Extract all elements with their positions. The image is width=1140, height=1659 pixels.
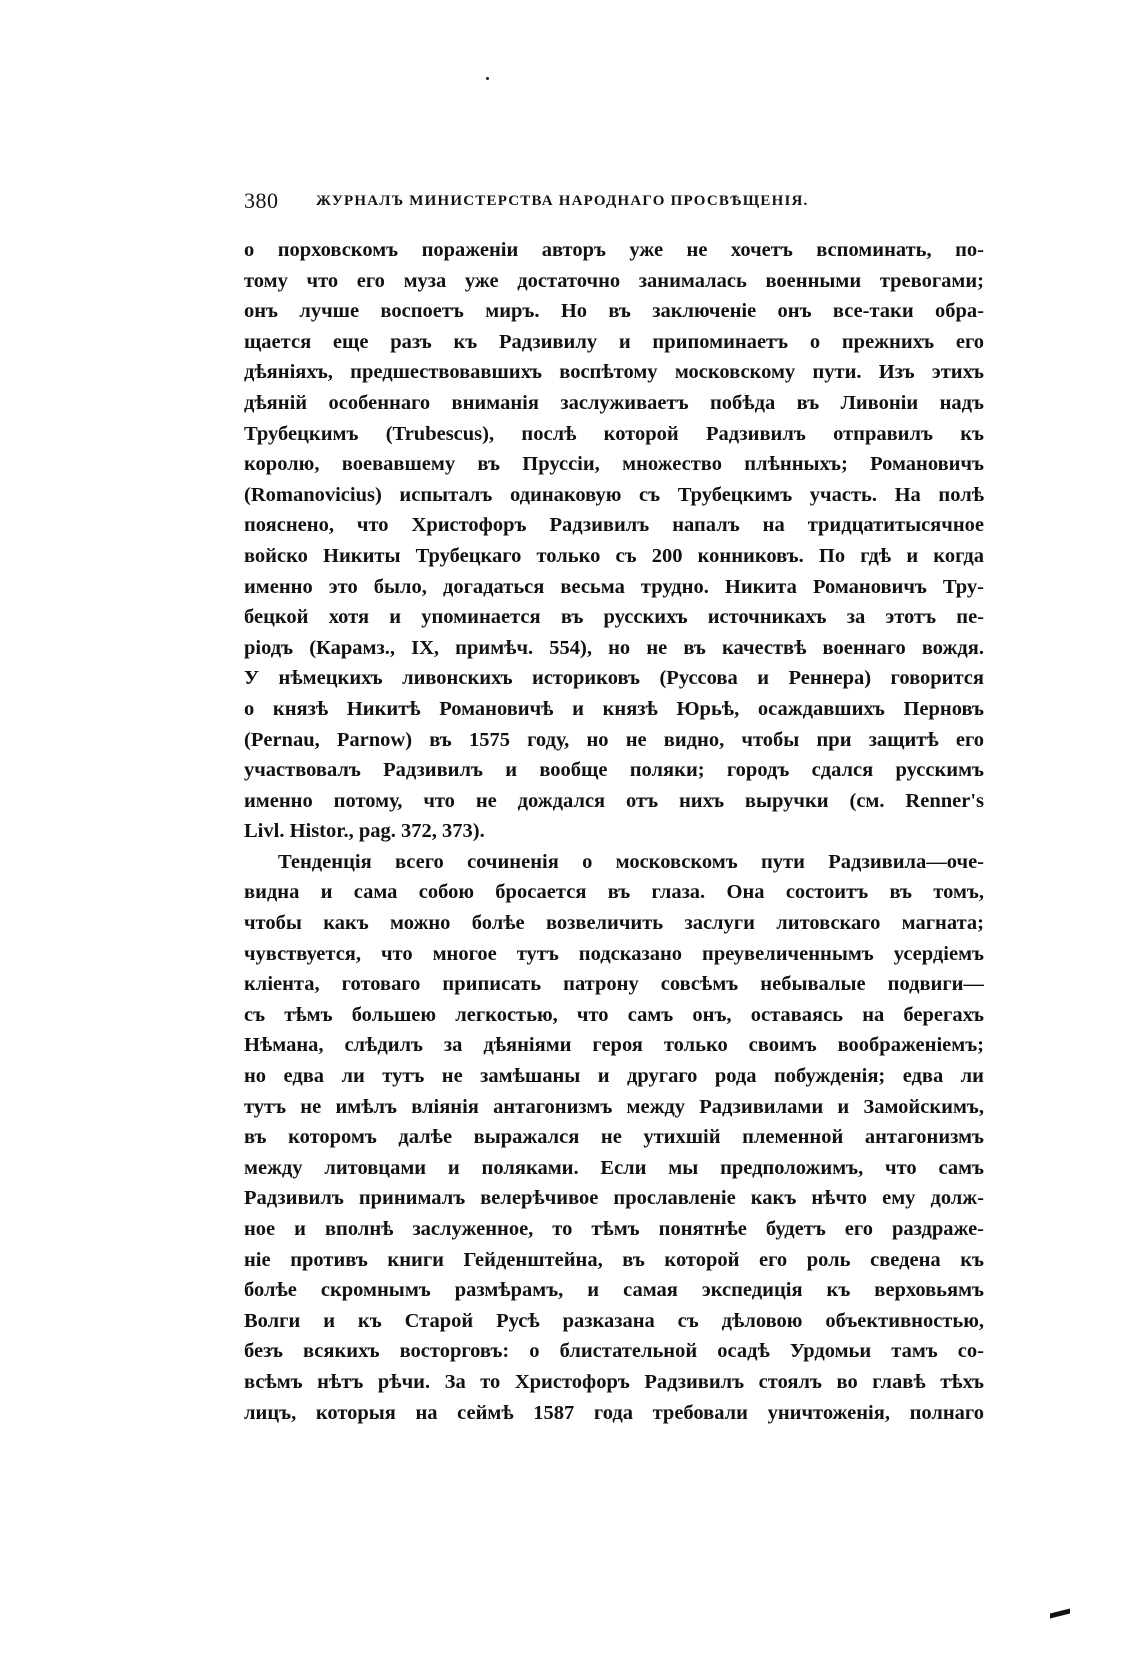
text-line: Радзивилъ принималъ велерѣчивое прославленіе какъ нѣчто ему долж- bbox=[244, 1187, 984, 1210]
text-line: пояснено, что Христофоръ Радзивилъ напалъ на тридцатитысячное bbox=[244, 514, 984, 537]
text-line: бецкой хотя и упоминается въ русскихъ источникахъ за этотъ пе- bbox=[244, 606, 984, 629]
text-line: Волги и къ Старой Русѣ разказана съ дѣловою объективностью, bbox=[244, 1309, 984, 1332]
text-line: дѣяніяхъ, предшествовавшихъ воспѣтому московскому пути. Изъ этихъ bbox=[244, 361, 984, 384]
text-line: онъ лучше воспоетъ миръ. Но въ заключеніе онъ все-таки обра- bbox=[244, 300, 984, 323]
text-line: всѣмъ нѣтъ рѣчи. За то Христофоръ Радзивилъ стоялъ во главѣ тѣхъ bbox=[244, 1370, 984, 1393]
text-line: о порховскомъ пораженіи авторъ уже не хочетъ вспоминать, по- bbox=[244, 239, 984, 261]
text-line: войско Никиты Трубецкаго только съ 200 конниковъ. По гдѣ и когда bbox=[244, 544, 984, 567]
text-line: Трубецкимъ (Trubescus), послѣ которой Радзивилъ отправилъ къ bbox=[244, 422, 984, 445]
text-line: съ тѣмъ большею легкостью, что самъ онъ, оставаясь на берегахъ bbox=[244, 1003, 984, 1026]
text-line: кліента, готоваго приписать патрону совсѣмъ небывалые подвиги— bbox=[244, 973, 984, 996]
text-line: болѣе скромнымъ размѣрамъ, и самая экспедиція къ верховьямъ bbox=[244, 1279, 984, 1302]
text-line: лицъ, которыя на сеймѣ 1587 года требовали уничтоженія, полнаго bbox=[244, 1401, 984, 1424]
text-line: именно потому, что не дождался отъ нихъ выручки (см. Renner's bbox=[244, 789, 984, 812]
text-line: о князѣ Никитѣ Романовичѣ и князѣ Юрьѣ, осаждавшихъ Перновъ bbox=[244, 697, 984, 720]
text-line: ніе противъ книги Гейденштейна, въ которой его роль сведена къ bbox=[244, 1248, 984, 1271]
text-line: именно это было, догадаться весьма трудно. Никита Романовичъ Тру- bbox=[244, 575, 984, 598]
text-line: Нѣмана, слѣдилъ за дѣяніями героя только своимъ воображеніемъ; bbox=[244, 1034, 984, 1057]
text-line: королю, воевавшему въ Пруссіи, множество плѣнныхъ; Романовичъ bbox=[244, 453, 984, 476]
page-corner-mark bbox=[1050, 1609, 1070, 1619]
text-line: ріодъ (Карамз., IX, примѣч. 554), но не въ качествѣ военнаго вождя. bbox=[244, 636, 984, 659]
text-line: тутъ не имѣлъ вліянія антагонизмъ между Радзивилами и Замойскимъ, bbox=[244, 1095, 984, 1118]
text-line: Тенденція всего сочиненія о московскомъ пути Радзивила—оче- bbox=[278, 850, 984, 873]
running-head: ЖУРНАЛЪ МИНИСТЕРСТВА НАРОДНАГО ПРОСВѢЩЕНІЯ. bbox=[316, 193, 809, 209]
text-line: между литовцами и поляками. Если мы предположимъ, что самъ bbox=[244, 1156, 984, 1179]
ink-speck bbox=[486, 77, 489, 80]
text-line: участвовалъ Радзивилъ и вообще поляки; городъ сдался русскимъ bbox=[244, 759, 984, 782]
text-line: но едва ли тутъ не замѣшаны и другаго рода побужденія; едва ли bbox=[244, 1065, 984, 1088]
page-header bbox=[244, 188, 984, 218]
text-line: чтобы какъ можно болѣе возвеличить заслуги литовскаго магната; bbox=[244, 912, 984, 935]
text-line: дѣяній особеннаго вниманія заслуживаетъ побѣда въ Ливоніи надъ bbox=[244, 391, 984, 414]
body-text bbox=[244, 235, 984, 1428]
text-line: безъ всякихъ восторговъ: о блистательной осадѣ Урдомьи тамъ со- bbox=[244, 1340, 984, 1363]
page-number: 380 bbox=[244, 188, 279, 213]
text-line: ное и вполнѣ заслуженное, то тѣмъ понятнѣе будетъ его раздраже- bbox=[244, 1218, 984, 1240]
text-line: (Romanovicius) испыталъ одинаковую съ Трубецкимъ участь. На полѣ bbox=[244, 483, 984, 506]
text-line: щается еще разъ къ Радзивилу и припоминаетъ о прежнихъ его bbox=[244, 330, 984, 353]
text-line: (Pernau, Parnow) въ 1575 году, но не видно, чтобы при защитѣ его bbox=[244, 728, 984, 751]
text-line: У нѣмецкихъ ливонскихъ историковъ (Руссова и Реннера) говорится bbox=[244, 667, 984, 690]
text-line: въ которомъ далѣе выражался не утихшій племенной антагонизмъ bbox=[244, 1126, 984, 1149]
text-line: видна и сама собою бросается въ глаза. Она состоитъ въ томъ, bbox=[244, 881, 984, 904]
text-line: Livl. Histor., pag. 372, 373). bbox=[244, 820, 485, 843]
text-line: тому что его муза уже достаточно занималась военными тревогами; bbox=[244, 269, 984, 292]
text-line: чувствуется, что многое тутъ подсказано преувеличеннымъ усердіемъ bbox=[244, 942, 984, 965]
